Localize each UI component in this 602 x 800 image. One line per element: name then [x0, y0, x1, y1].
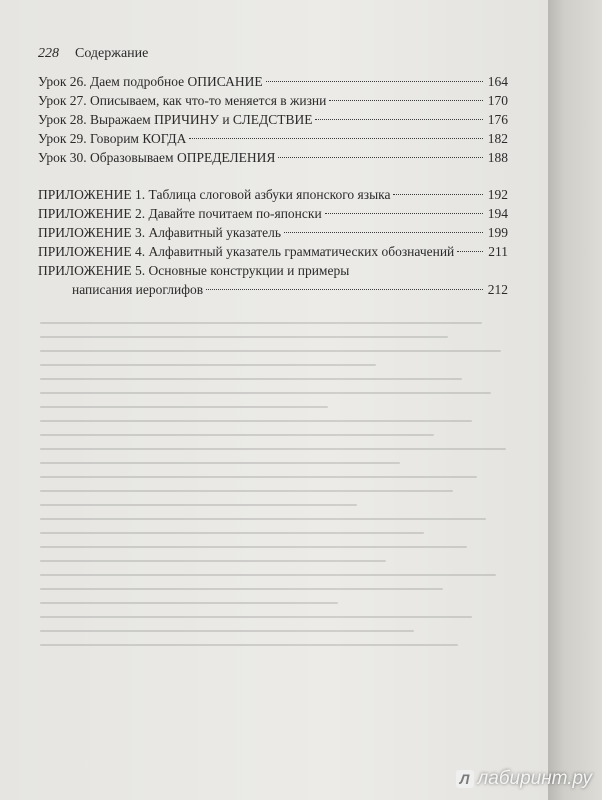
toc-entry-page: 199	[487, 225, 508, 240]
toc-entry-label: Урок 26. Даем подробное ОПИСАНИЕ	[38, 74, 263, 89]
toc-entry-label-continued: написания иероглифов	[72, 282, 204, 297]
toc-entry-lesson-26	[38, 72, 508, 91]
toc-entry-lesson-27	[38, 91, 508, 110]
toc-entry-label: Урок 30. Образовываем ОПРЕДЕЛЕНИЯ	[38, 150, 276, 165]
toc-entry-appendix-2	[38, 204, 508, 223]
toc-entry-appendix-5	[38, 261, 508, 280]
toc-entry-label: Урок 27. Описываем, как что-то меняется в жизни	[38, 93, 327, 108]
toc-entry-label: Урок 28. Выражаем ПРИЧИНУ и СЛЕДСТВИЕ	[38, 112, 313, 127]
toc-entry-lesson-28	[38, 110, 508, 129]
toc-entry-page: 211	[488, 244, 508, 259]
leader-dots	[206, 289, 483, 290]
toc-entry-page: 212	[487, 282, 508, 297]
toc-entry-label: Урок 29. Говорим КОГДА	[38, 131, 187, 146]
section-title: Содержание	[75, 46, 149, 61]
toc-entry-appendix-3	[38, 223, 508, 242]
toc-entry-label: ПРИЛОЖЕНИЕ 1. Таблица слоговой азбуки японского языка	[38, 187, 391, 202]
toc-entry-label: ПРИЛОЖЕНИЕ 4. Алфавитный указатель грамматических обозначений	[38, 244, 455, 259]
leader-dots	[278, 157, 483, 158]
toc-entry-page: 188	[487, 150, 508, 165]
toc-entry-page: 170	[487, 93, 508, 108]
toc-entry-label: ПРИЛОЖЕНИЕ 2. Давайте почитаем по-японски	[38, 206, 322, 221]
watermark-text: лабиринт.ру	[477, 768, 592, 789]
toc-entry-page: 182	[487, 131, 508, 146]
toc-entry-appendix-1	[38, 185, 508, 204]
toc-entry-page: 176	[487, 112, 508, 127]
leader-dots	[266, 81, 483, 82]
leader-dots	[315, 119, 483, 120]
leader-dots	[393, 194, 483, 195]
table-of-contents	[38, 72, 508, 299]
toc-entry-lesson-30	[38, 148, 508, 167]
leader-dots	[284, 232, 483, 233]
toc-entry-appendix-5-continuation	[38, 280, 508, 299]
show-through-text	[40, 310, 520, 780]
spacer	[38, 167, 508, 185]
leader-dots	[329, 100, 483, 101]
toc-entry-lesson-29	[38, 129, 508, 148]
toc-entry-label: ПРИЛОЖЕНИЕ 5. Основные конструкции и примеры	[38, 263, 350, 278]
toc-entry-appendix-4	[38, 242, 508, 261]
adjacent-page-edge	[548, 0, 602, 800]
watermark-logo	[456, 768, 592, 790]
leader-dots	[325, 213, 483, 214]
toc-entry-page: 192	[487, 187, 508, 202]
leader-dots	[457, 251, 483, 252]
labirint-logo-icon: Л	[456, 770, 474, 788]
running-header	[38, 46, 148, 62]
page-number: 228	[38, 46, 59, 61]
toc-entry-page: 164	[487, 74, 508, 89]
toc-entry-page: 194	[487, 206, 508, 221]
toc-entry-label: ПРИЛОЖЕНИЕ 3. Алфавитный указатель	[38, 225, 282, 240]
leader-dots	[189, 138, 483, 139]
